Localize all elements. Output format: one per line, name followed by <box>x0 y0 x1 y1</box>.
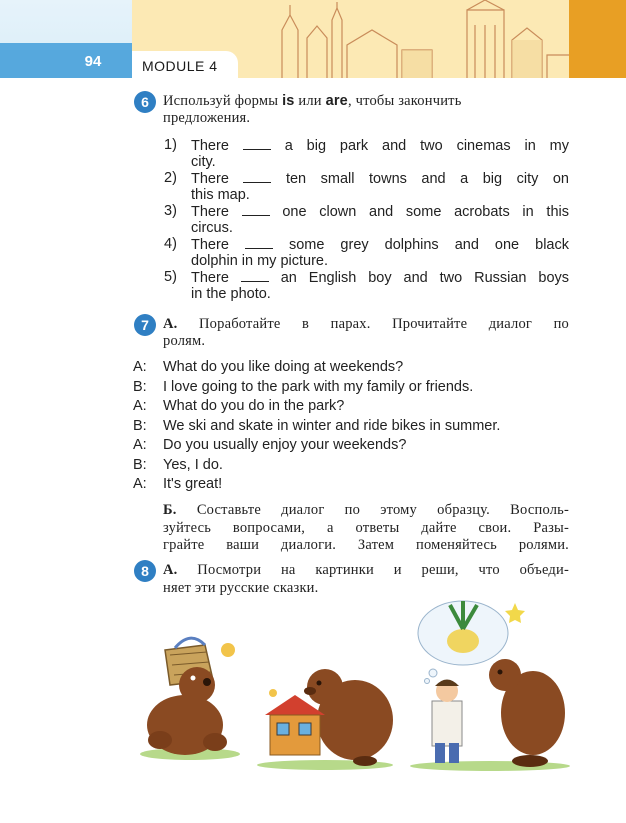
ex8-line-2: няет эти русские сказки. <box>163 579 319 596</box>
ex7b-line-3: грайте ваши диалоги. Затем поменяйтесь ролями. <box>163 537 569 553</box>
ex8-text-1: Посмотри на картинки и реши, что объеди- <box>197 562 569 578</box>
speaker: B: <box>133 456 147 473</box>
item-text-cont: this map. <box>191 187 250 203</box>
item-there: There <box>191 171 229 187</box>
ex7b-line-1 <box>163 502 569 520</box>
ex6-form-are: are <box>325 93 348 109</box>
speaker: A: <box>133 476 147 492</box>
item-number: 3) <box>164 203 177 219</box>
item-there: There <box>191 204 229 220</box>
exercise-7a-instruction <box>163 316 569 333</box>
item-text: ten small towns and a big city on <box>285 171 569 187</box>
ex7-label-b: Б. <box>163 502 177 518</box>
item-number: 5) <box>164 269 177 285</box>
answer-blank[interactable] <box>241 269 269 282</box>
item-there: There <box>191 138 229 154</box>
item-text-cont: in the photo. <box>191 286 271 302</box>
page-number: 94 <box>84 53 102 70</box>
speaker: A: <box>133 359 147 375</box>
ex6-form-is: is <box>282 93 295 109</box>
answer-blank[interactable] <box>243 137 271 150</box>
exercise-6-instruction <box>163 93 573 110</box>
item-text: one clown and some acrobats in this <box>282 204 569 220</box>
speaker: B: <box>133 417 147 434</box>
bear-with-basket-illustration <box>135 630 245 760</box>
item-text-cont: dolphin in my picture. <box>191 253 329 269</box>
exercise-7a-instruction-line2: ролям. <box>163 333 206 349</box>
ex8-label-a: А. <box>163 562 178 578</box>
answer-blank[interactable] <box>242 203 270 216</box>
ex8-line-1 <box>163 562 569 580</box>
dialog-text: What do you do in the park? <box>163 398 345 414</box>
exercise-6-number: 6 <box>134 91 156 113</box>
item-text: some grey dolphins and one black <box>288 237 569 253</box>
speaker: B: <box>133 378 147 395</box>
item-text-cont: city. <box>191 154 216 170</box>
item-number: 2) <box>164 170 177 186</box>
ex7b-line-2: зуйтесь вопросами, а ответы дайте свои. Разы- <box>163 519 569 536</box>
item-number: 1) <box>164 137 177 153</box>
module-label: MODULE 4 <box>132 51 238 78</box>
ex7-a-text: Поработайте в парах. Прочитайте диалог по <box>199 316 569 332</box>
speaker: A: <box>133 398 147 414</box>
dialog-text: Yes, I do. <box>163 456 223 473</box>
dialog-text: Do you usually enjoy your weekends? <box>163 437 407 453</box>
item-text-cont: circus. <box>191 220 233 236</box>
dialog-text: What do you like doing at weekends? <box>163 359 404 375</box>
exercise-7b-instruction <box>163 502 569 555</box>
ex6-instr-part3: , чтобы закончить <box>347 93 462 109</box>
exercise-8-number: 8 <box>134 560 156 582</box>
answer-blank[interactable] <box>243 170 271 183</box>
item-number: 4) <box>164 236 177 252</box>
ex6-instr-part2: или <box>294 93 326 109</box>
dialog-text: I love going to the park with my family or friends. <box>163 378 474 395</box>
exercise-7-number: 7 <box>134 314 156 336</box>
turnip-man-bear-illustration <box>405 593 575 771</box>
item-there: There <box>191 270 229 286</box>
exercise-8-instruction <box>163 562 569 597</box>
ex7b-text-1: Составьте диалог по этому образцу. Восполь- <box>196 502 569 518</box>
dialog-text: It's great! <box>163 476 223 492</box>
answer-blank[interactable] <box>245 236 273 249</box>
item-text: a big park and two cinemas in my <box>284 138 570 154</box>
ex7-label-a: А. <box>163 316 178 332</box>
item-there: There <box>191 237 229 253</box>
speaker: A: <box>133 437 147 453</box>
dialog-text: We ski and skate in winter and ride bikes in summer. <box>163 417 501 434</box>
header-orange-tab <box>569 0 626 78</box>
bear-and-house-illustration <box>255 665 400 770</box>
ex6-instr-part1: Используй формы <box>163 93 283 109</box>
exercise-6-instruction-line2: предложения. <box>163 110 251 126</box>
item-text: an English boy and two Russian boys <box>280 270 570 286</box>
